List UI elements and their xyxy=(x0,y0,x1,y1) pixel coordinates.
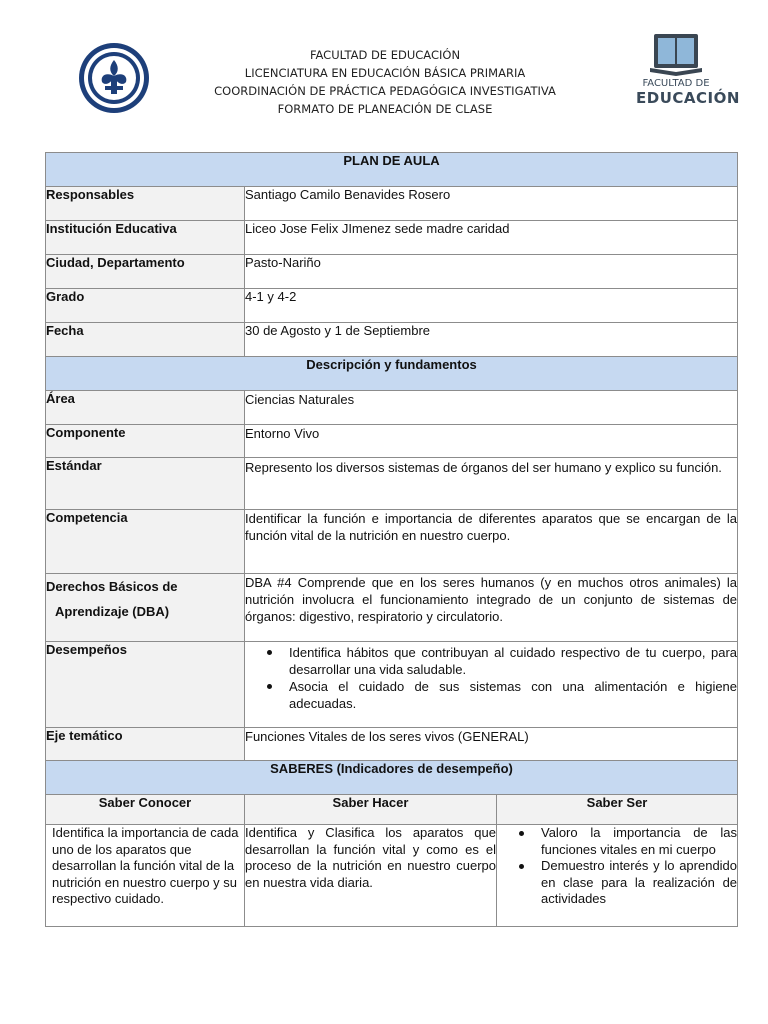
saber-conocer-header: Saber Conocer xyxy=(46,795,245,825)
faculty-name: FACULTAD DE EDUCACIÓN xyxy=(309,48,461,62)
list-item: Demuestro interés y lo aprendido en clase para la realización de actividades xyxy=(497,858,737,908)
eje-label: Eje temático xyxy=(46,728,245,761)
grado-row xyxy=(46,289,738,323)
saber-ser-list xyxy=(497,825,737,908)
desempenos-value xyxy=(245,642,738,728)
list-item: Asocia el cuidado de sus sistemas con una alimentación e higiene adecuadas. xyxy=(245,678,737,712)
saber-conocer-value: Identifica la importancia de cada uno de los aparatos que desarrollan la función vital de la nutrición en nuestro cuerpo y su respectivo cuidado. xyxy=(46,825,245,927)
competencia-label: Competencia xyxy=(46,510,245,574)
saber-hacer-header: Saber Hacer xyxy=(245,795,497,825)
institucion-label: Institución Educativa xyxy=(46,221,245,255)
ciudad-label: Ciudad, Departamento xyxy=(46,255,245,289)
area-value: Ciencias Naturales xyxy=(245,391,738,425)
format-name: FORMATO DE PLANEACIÓN DE CLASE xyxy=(277,102,493,116)
plan-title: PLAN DE AULA xyxy=(46,153,738,187)
list-item: Identifica hábitos que contribuyan al cuidado respectivo de tu cuerpo, para desarrollar una vida saludable. xyxy=(245,644,737,678)
grado-label: Grado xyxy=(46,289,245,323)
saber-ser-value xyxy=(497,825,738,927)
coordination-name: COORDINACIÓN DE PRÁCTICA PEDAGÓGICA INVESTIGATIVA xyxy=(214,84,556,98)
area-label: Área xyxy=(46,391,245,425)
logo-caption-bottom: EDUCACIÓN xyxy=(636,89,740,107)
desempenos-label: Desempeños xyxy=(46,642,245,728)
fecha-label: Fecha xyxy=(46,323,245,357)
estandar-value: Represento los diversos sistemas de órganos del ser humano y explico su función. xyxy=(245,458,738,510)
plan-section-row xyxy=(46,153,738,187)
institucion-row xyxy=(46,221,738,255)
dba-row xyxy=(46,574,738,642)
desempenos-row xyxy=(46,642,738,728)
competencia-row xyxy=(46,510,738,574)
dba-label xyxy=(46,574,245,642)
list-item: Valoro la importancia de las funciones vitales en mi cuerpo xyxy=(497,825,737,858)
saberes-section-row xyxy=(46,761,738,795)
university-seal-logo xyxy=(78,42,150,114)
competencia-value: Identificar la función e importancia de diferentes aparatos que se encargan de la función vital de la nutrición en nuestro cuerpo. xyxy=(245,510,738,574)
fecha-row xyxy=(46,323,738,357)
ciudad-value: Pasto-Nariño xyxy=(245,255,738,289)
area-row xyxy=(46,391,738,425)
componente-row xyxy=(46,425,738,458)
dba-label-line2: Aprendizaje (DBA) xyxy=(55,604,170,619)
componente-value: Entorno Vivo xyxy=(245,425,738,458)
responsables-row xyxy=(46,187,738,221)
open-book-icon xyxy=(636,32,716,76)
eje-value: Funciones Vitales de los seres vivos (GENERAL) xyxy=(245,728,738,761)
saber-hacer-value: Identifica y Clasifica los aparatos que desarrollan la función vital y como es el proceso de la nutrición en nuestro cuerpo en nuestra vida diaria. xyxy=(245,825,497,927)
saber-ser-header: Saber Ser xyxy=(497,795,738,825)
faculty-education-logo xyxy=(636,32,740,110)
dba-value: DBA #4 Comprende que en los seres humanos (y en muchos otros animales) la nutrición involucra el funcionamiento integrado de un conjunto de sistemas de órganos: digestivo, respiratorio y circulatorio. xyxy=(245,574,738,642)
document-header xyxy=(0,0,768,140)
header-text xyxy=(180,46,590,118)
grado-value: 4-1 y 4-2 xyxy=(245,289,738,323)
institucion-value: Liceo Jose Felix JImenez sede madre caridad xyxy=(245,221,738,255)
dba-label-line1: Derechos Básicos de xyxy=(46,579,178,594)
componente-label: Componente xyxy=(46,425,245,458)
saberes-content-row xyxy=(46,825,738,927)
responsables-label: Responsables xyxy=(46,187,245,221)
saberes-header-row xyxy=(46,795,738,825)
program-name: LICENCIATURA EN EDUCACIÓN BÁSICA PRIMARIA xyxy=(244,66,526,80)
estandar-row xyxy=(46,458,738,510)
desempenos-list xyxy=(245,644,737,712)
saberes-title: SABERES (Indicadores de desempeño) xyxy=(46,761,738,795)
class-plan-table xyxy=(45,152,738,927)
eje-row xyxy=(46,728,738,761)
fecha-value: 30 de Agosto y 1 de Septiembre xyxy=(245,323,738,357)
logo-caption-top: FACULTAD DE xyxy=(642,78,710,89)
ciudad-row xyxy=(46,255,738,289)
descripcion-section-row xyxy=(46,357,738,391)
estandar-label: Estándar xyxy=(46,458,245,510)
responsables-value: Santiago Camilo Benavides Rosero xyxy=(245,187,738,221)
descripcion-title: Descripción y fundamentos xyxy=(46,357,738,391)
